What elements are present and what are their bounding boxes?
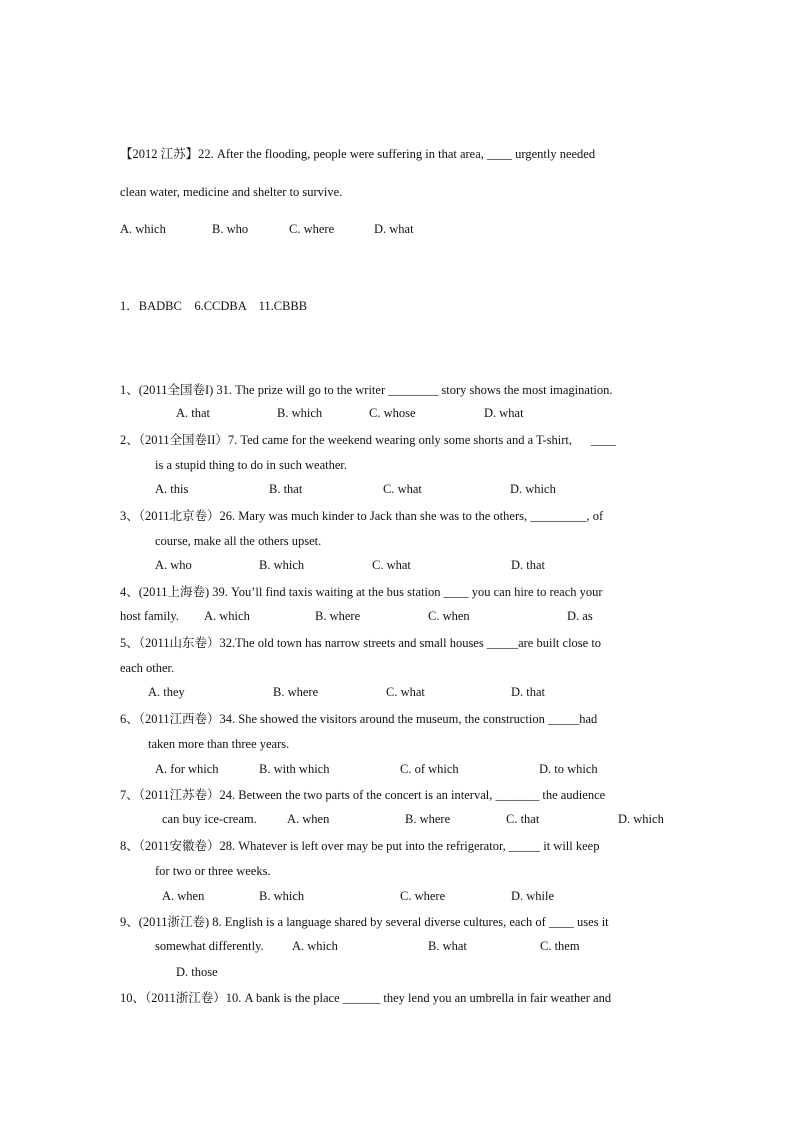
option-d: D. which [510,482,556,496]
option-b: B. who [212,222,249,236]
option-b: B. where [273,685,319,699]
option-c: C. what [383,482,422,496]
question-3-line2: course, make all the others upset. [155,534,322,548]
question-10-line1: 10、（2011浙江卷）10. A bank is the place ______ they lend you an umbrella in fair weather and [120,991,612,1005]
question-7-line1: 7、（2011江苏卷）24. Between the two parts of the concert is an interval, _______ the audience [120,788,606,802]
question-5-line2: each other. [120,661,175,675]
option-b: B. where [405,812,451,826]
option-a: A. this [155,482,189,496]
question-1-line1: 1、(2011全国卷I) 31. The prize will go to the writer ________ story shows the most imagination. [120,383,613,397]
option-d: D. that [511,685,546,699]
question-9-continuation: somewhat differently. [155,939,264,953]
question-9-line1: 9、(2011浙江卷) 8. English is a language shared by several diverse cultures, each of ____ uses it [120,915,609,929]
question-2012-line1 [120,146,673,162]
question-7-continuation: can buy ice-cream. [162,812,257,826]
option-c: C. what [372,558,411,572]
question-8-line2: for two or three weeks. [155,864,271,878]
option-a: A. which [204,609,250,623]
option-b: B. that [269,482,303,496]
option-d: D. which [618,812,664,826]
option-b: B. where [315,609,361,623]
option-d: D. to which [539,762,598,776]
option-a: A. that [176,406,211,420]
option-c: C. where [400,889,446,903]
option-d: D. what [374,222,414,236]
option-d: D. those [176,965,218,979]
question-2-line2: is a stupid thing to do in such weather. [155,458,347,472]
option-a: A. who [155,558,192,572]
option-b: B. which [259,889,305,903]
question-8-line1: 8、（2011安徽卷）28. Whatever is left over may be put into the refrigerator, _____ it will keep [120,839,600,853]
option-d: D. as [567,609,593,623]
option-a: A. when [162,889,205,903]
question-text: 【2012 江苏】22. After the flooding, people were suffering in that area, ____ urgently needed [120,147,596,161]
option-a: A. they [148,685,185,699]
option-d: D. that [511,558,546,572]
option-d: D. what [484,406,524,420]
option-c: C. where [289,222,335,236]
question-5-line1: 5、（2011山东卷）32.The old town has narrow streets and small houses _____are built close to [120,636,602,650]
option-a: A. which [292,939,338,953]
option-b: B. which [259,558,305,572]
question-2-line1: 2、（2011全国卷II）7. Ted came for the weekend wearing only some shorts and a T-shirt, ____ [120,433,616,447]
option-a: A. for which [155,762,219,776]
option-b: B. what [428,939,467,953]
question-4-line1: 4、(2011上海卷) 39. You’ll find taxis waiting at the bus station ____ you can hire to reach your [120,585,603,599]
question-3-line1: 3、（2011北京卷）26. Mary was much kinder to Jack than she was to the others, _________, of [120,509,604,523]
option-c: C. that [506,812,540,826]
option-b: B. with which [259,762,330,776]
option-c: C. when [428,609,470,623]
option-b: B. which [277,406,323,420]
option-d: D. while [511,889,555,903]
option-c: C. of which [400,762,459,776]
answer-key: 1．BADBC 6.CCDBA 11.CBBB [120,299,308,313]
option-a: A. when [287,812,330,826]
question-4-continuation: host family. [120,609,179,623]
question-6-line1: 6、（2011江西卷）34. She showed the visitors around the museum, the construction _____had [120,712,598,726]
option-c: C. what [386,685,425,699]
option-c: C. them [540,939,580,953]
option-a: A. which [120,222,166,236]
option-c: C. whose [369,406,416,420]
question-6-line2: taken more than three years. [148,737,290,751]
question-2012-line2: clean water, medicine and shelter to survive. [120,185,343,199]
